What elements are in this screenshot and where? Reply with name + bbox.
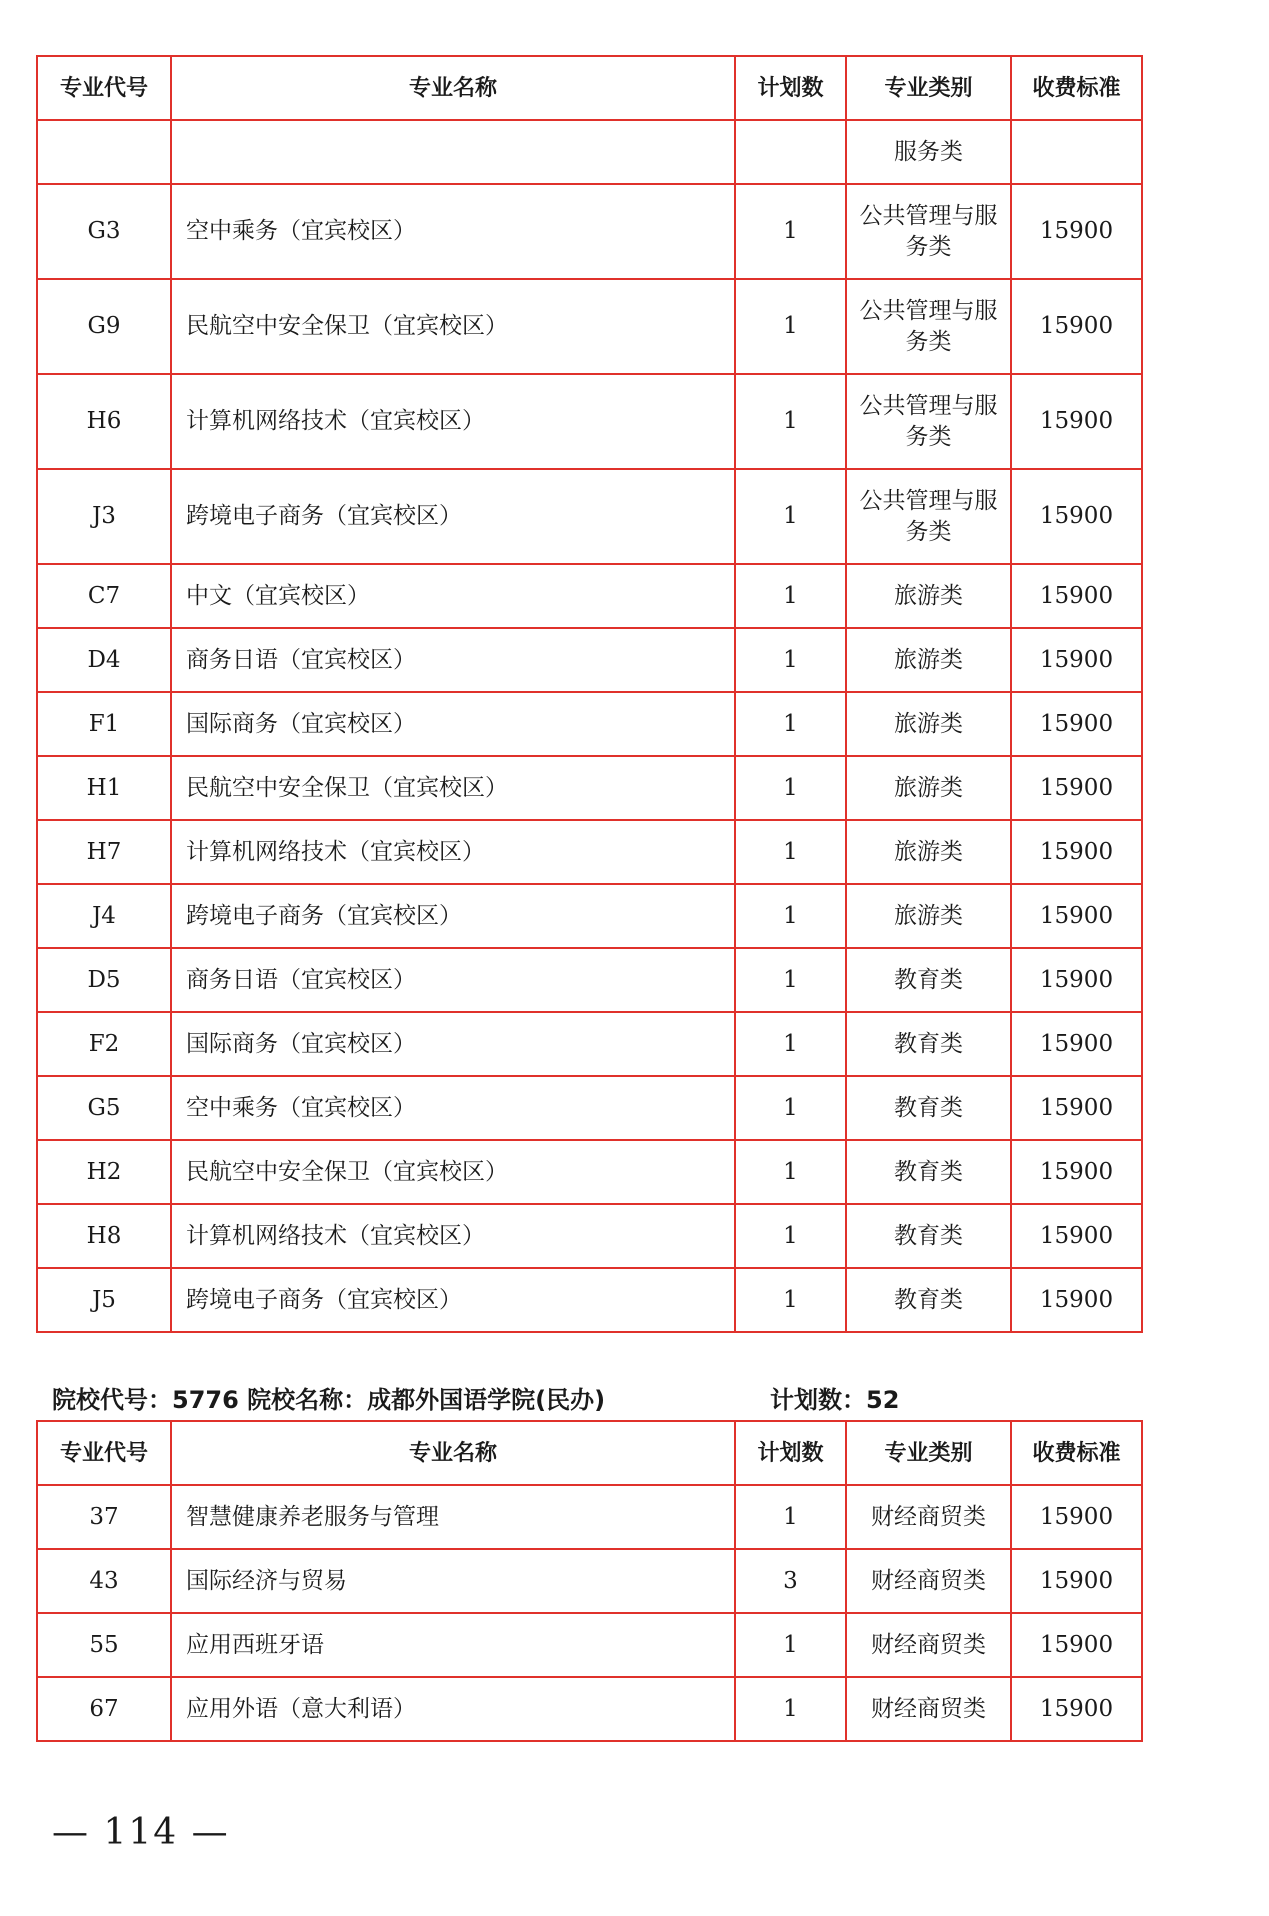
table-row — [37, 469, 1142, 564]
table-row — [37, 1012, 1142, 1076]
cell-count: 1 — [735, 756, 846, 820]
table-row — [37, 756, 1142, 820]
cell-count: 1 — [735, 1268, 846, 1332]
table-row — [37, 1204, 1142, 1268]
cell-count: 1 — [735, 184, 846, 279]
cell-name: 国际商务（宜宾校区） — [171, 1012, 735, 1076]
cell-count: 1 — [735, 948, 846, 1012]
table-row — [37, 820, 1142, 884]
cell-category: 教育类 — [846, 1268, 1011, 1332]
cell-name: 跨境电子商务（宜宾校区） — [171, 469, 735, 564]
cell-count: 1 — [735, 279, 846, 374]
cell-category: 公共管理与服务类 — [846, 279, 1011, 374]
table-row — [37, 1613, 1142, 1677]
table-header-row — [37, 1421, 1142, 1485]
cell-fee — [1011, 120, 1142, 184]
cell-count — [735, 120, 846, 184]
cell-fee: 15900 — [1011, 1012, 1142, 1076]
cell-category: 教育类 — [846, 1140, 1011, 1204]
cell-name: 应用外语（意大利语） — [171, 1677, 735, 1741]
cell-count: 1 — [735, 1076, 846, 1140]
cell-count: 1 — [735, 692, 846, 756]
cell-count: 1 — [735, 1677, 846, 1741]
header-fee: 收费标准 — [1011, 56, 1142, 120]
cell-category: 公共管理与服务类 — [846, 374, 1011, 469]
cell-name: 空中乘务（宜宾校区） — [171, 1076, 735, 1140]
cell-category: 旅游类 — [846, 564, 1011, 628]
header-fee: 收费标准 — [1011, 1421, 1142, 1485]
cell-code: H7 — [37, 820, 171, 884]
cell-category: 旅游类 — [846, 628, 1011, 692]
table-header-row — [37, 56, 1142, 120]
table-row — [37, 884, 1142, 948]
school-plan — [770, 1382, 899, 1418]
cell-category: 旅游类 — [846, 756, 1011, 820]
cell-category: 财经商贸类 — [846, 1485, 1011, 1549]
table-row — [37, 948, 1142, 1012]
cell-fee: 15900 — [1011, 1140, 1142, 1204]
header-name: 专业名称 — [171, 1421, 735, 1485]
cell-code: J4 — [37, 884, 171, 948]
cell-name: 跨境电子商务（宜宾校区） — [171, 884, 735, 948]
cell-category: 旅游类 — [846, 884, 1011, 948]
cell-name — [171, 120, 735, 184]
cell-category: 公共管理与服务类 — [846, 469, 1011, 564]
cell-code: H2 — [37, 1140, 171, 1204]
cell-code: J5 — [37, 1268, 171, 1332]
cell-name: 智慧健康养老服务与管理 — [171, 1485, 735, 1549]
cell-fee: 15900 — [1011, 820, 1142, 884]
school-code: 5776 — [172, 1386, 239, 1414]
school-info-line — [52, 1382, 900, 1418]
cell-name: 空中乘务（宜宾校区） — [171, 184, 735, 279]
cell-code: D5 — [37, 948, 171, 1012]
cell-code: 55 — [37, 1613, 171, 1677]
table-row — [37, 1140, 1142, 1204]
header-code: 专业代号 — [37, 1421, 171, 1485]
cell-category: 教育类 — [846, 1076, 1011, 1140]
cell-code: G3 — [37, 184, 171, 279]
cell-code: 43 — [37, 1549, 171, 1613]
table-row — [37, 1549, 1142, 1613]
cell-count: 3 — [735, 1549, 846, 1613]
table-row — [37, 1485, 1142, 1549]
school-plan-label: 计划数： — [770, 1386, 866, 1414]
cell-name: 商务日语（宜宾校区） — [171, 628, 735, 692]
cell-name: 跨境电子商务（宜宾校区） — [171, 1268, 735, 1332]
cell-fee: 15900 — [1011, 692, 1142, 756]
header-category: 专业类别 — [846, 1421, 1011, 1485]
table-row — [37, 279, 1142, 374]
cell-count: 1 — [735, 1204, 846, 1268]
school-name-label: 院校名称： — [247, 1386, 368, 1414]
cell-category: 教育类 — [846, 948, 1011, 1012]
cell-code: C7 — [37, 564, 171, 628]
cell-name: 中文（宜宾校区） — [171, 564, 735, 628]
cell-name: 民航空中安全保卫（宜宾校区） — [171, 279, 735, 374]
school-name: 成都外国语学院(民办) — [367, 1386, 606, 1414]
admission-table-2 — [36, 1420, 1143, 1742]
header-name: 专业名称 — [171, 56, 735, 120]
cell-fee: 15900 — [1011, 1076, 1142, 1140]
cell-fee: 15900 — [1011, 1268, 1142, 1332]
cell-category: 财经商贸类 — [846, 1613, 1011, 1677]
cell-category: 公共管理与服务类 — [846, 184, 1011, 279]
cell-category: 旅游类 — [846, 820, 1011, 884]
table-row — [37, 692, 1142, 756]
cell-fee: 15900 — [1011, 564, 1142, 628]
cell-code: J3 — [37, 469, 171, 564]
cell-code — [37, 120, 171, 184]
cell-count: 1 — [735, 469, 846, 564]
cell-code: H1 — [37, 756, 171, 820]
cell-name: 国际商务（宜宾校区） — [171, 692, 735, 756]
cell-fee: 15900 — [1011, 948, 1142, 1012]
cell-fee: 15900 — [1011, 374, 1142, 469]
cell-code: F1 — [37, 692, 171, 756]
cell-name: 民航空中安全保卫（宜宾校区） — [171, 756, 735, 820]
cell-code: H6 — [37, 374, 171, 469]
school-code-label: 院校代号： — [52, 1386, 172, 1414]
cell-name: 计算机网络技术（宜宾校区） — [171, 820, 735, 884]
cell-code: 37 — [37, 1485, 171, 1549]
header-category: 专业类别 — [846, 56, 1011, 120]
cell-count: 1 — [735, 884, 846, 948]
cell-count: 1 — [735, 1012, 846, 1076]
cell-name: 计算机网络技术（宜宾校区） — [171, 374, 735, 469]
cell-count: 1 — [735, 1485, 846, 1549]
school-plan-count: 52 — [866, 1386, 900, 1414]
header-code: 专业代号 — [37, 56, 171, 120]
cell-fee: 15900 — [1011, 628, 1142, 692]
page-number: — 114 — — [52, 1812, 230, 1853]
cell-code: F2 — [37, 1012, 171, 1076]
cell-fee: 15900 — [1011, 1613, 1142, 1677]
header-count: 计划数 — [735, 1421, 846, 1485]
cell-fee: 15900 — [1011, 884, 1142, 948]
cell-fee: 15900 — [1011, 1204, 1142, 1268]
cell-code: G5 — [37, 1076, 171, 1140]
cell-code: D4 — [37, 628, 171, 692]
table-row — [37, 1076, 1142, 1140]
header-count: 计划数 — [735, 56, 846, 120]
cell-count: 1 — [735, 820, 846, 884]
cell-category: 教育类 — [846, 1012, 1011, 1076]
cell-name: 国际经济与贸易 — [171, 1549, 735, 1613]
cell-code: G9 — [37, 279, 171, 374]
cell-name: 民航空中安全保卫（宜宾校区） — [171, 1140, 735, 1204]
cell-name: 计算机网络技术（宜宾校区） — [171, 1204, 735, 1268]
cell-count: 1 — [735, 564, 846, 628]
table-row — [37, 120, 1142, 184]
table-row — [37, 374, 1142, 469]
cell-name: 应用西班牙语 — [171, 1613, 735, 1677]
cell-count: 1 — [735, 1140, 846, 1204]
cell-code: H8 — [37, 1204, 171, 1268]
cell-category: 财经商贸类 — [846, 1677, 1011, 1741]
cell-fee: 15900 — [1011, 1485, 1142, 1549]
cell-category: 旅游类 — [846, 692, 1011, 756]
cell-fee: 15900 — [1011, 1549, 1142, 1613]
cell-category: 教育类 — [846, 1204, 1011, 1268]
cell-fee: 15900 — [1011, 184, 1142, 279]
table-row — [37, 564, 1142, 628]
cell-count: 1 — [735, 1613, 846, 1677]
cell-category: 服务类 — [846, 120, 1011, 184]
cell-name: 商务日语（宜宾校区） — [171, 948, 735, 1012]
cell-count: 1 — [735, 374, 846, 469]
cell-count: 1 — [735, 628, 846, 692]
cell-fee: 15900 — [1011, 1677, 1142, 1741]
table-row — [37, 1268, 1142, 1332]
admission-table-1 — [36, 55, 1143, 1333]
table-row — [37, 628, 1142, 692]
cell-code: 67 — [37, 1677, 171, 1741]
cell-fee: 15900 — [1011, 756, 1142, 820]
table-row — [37, 1677, 1142, 1741]
table-row — [37, 184, 1142, 279]
cell-fee: 15900 — [1011, 279, 1142, 374]
cell-fee: 15900 — [1011, 469, 1142, 564]
cell-category: 财经商贸类 — [846, 1549, 1011, 1613]
